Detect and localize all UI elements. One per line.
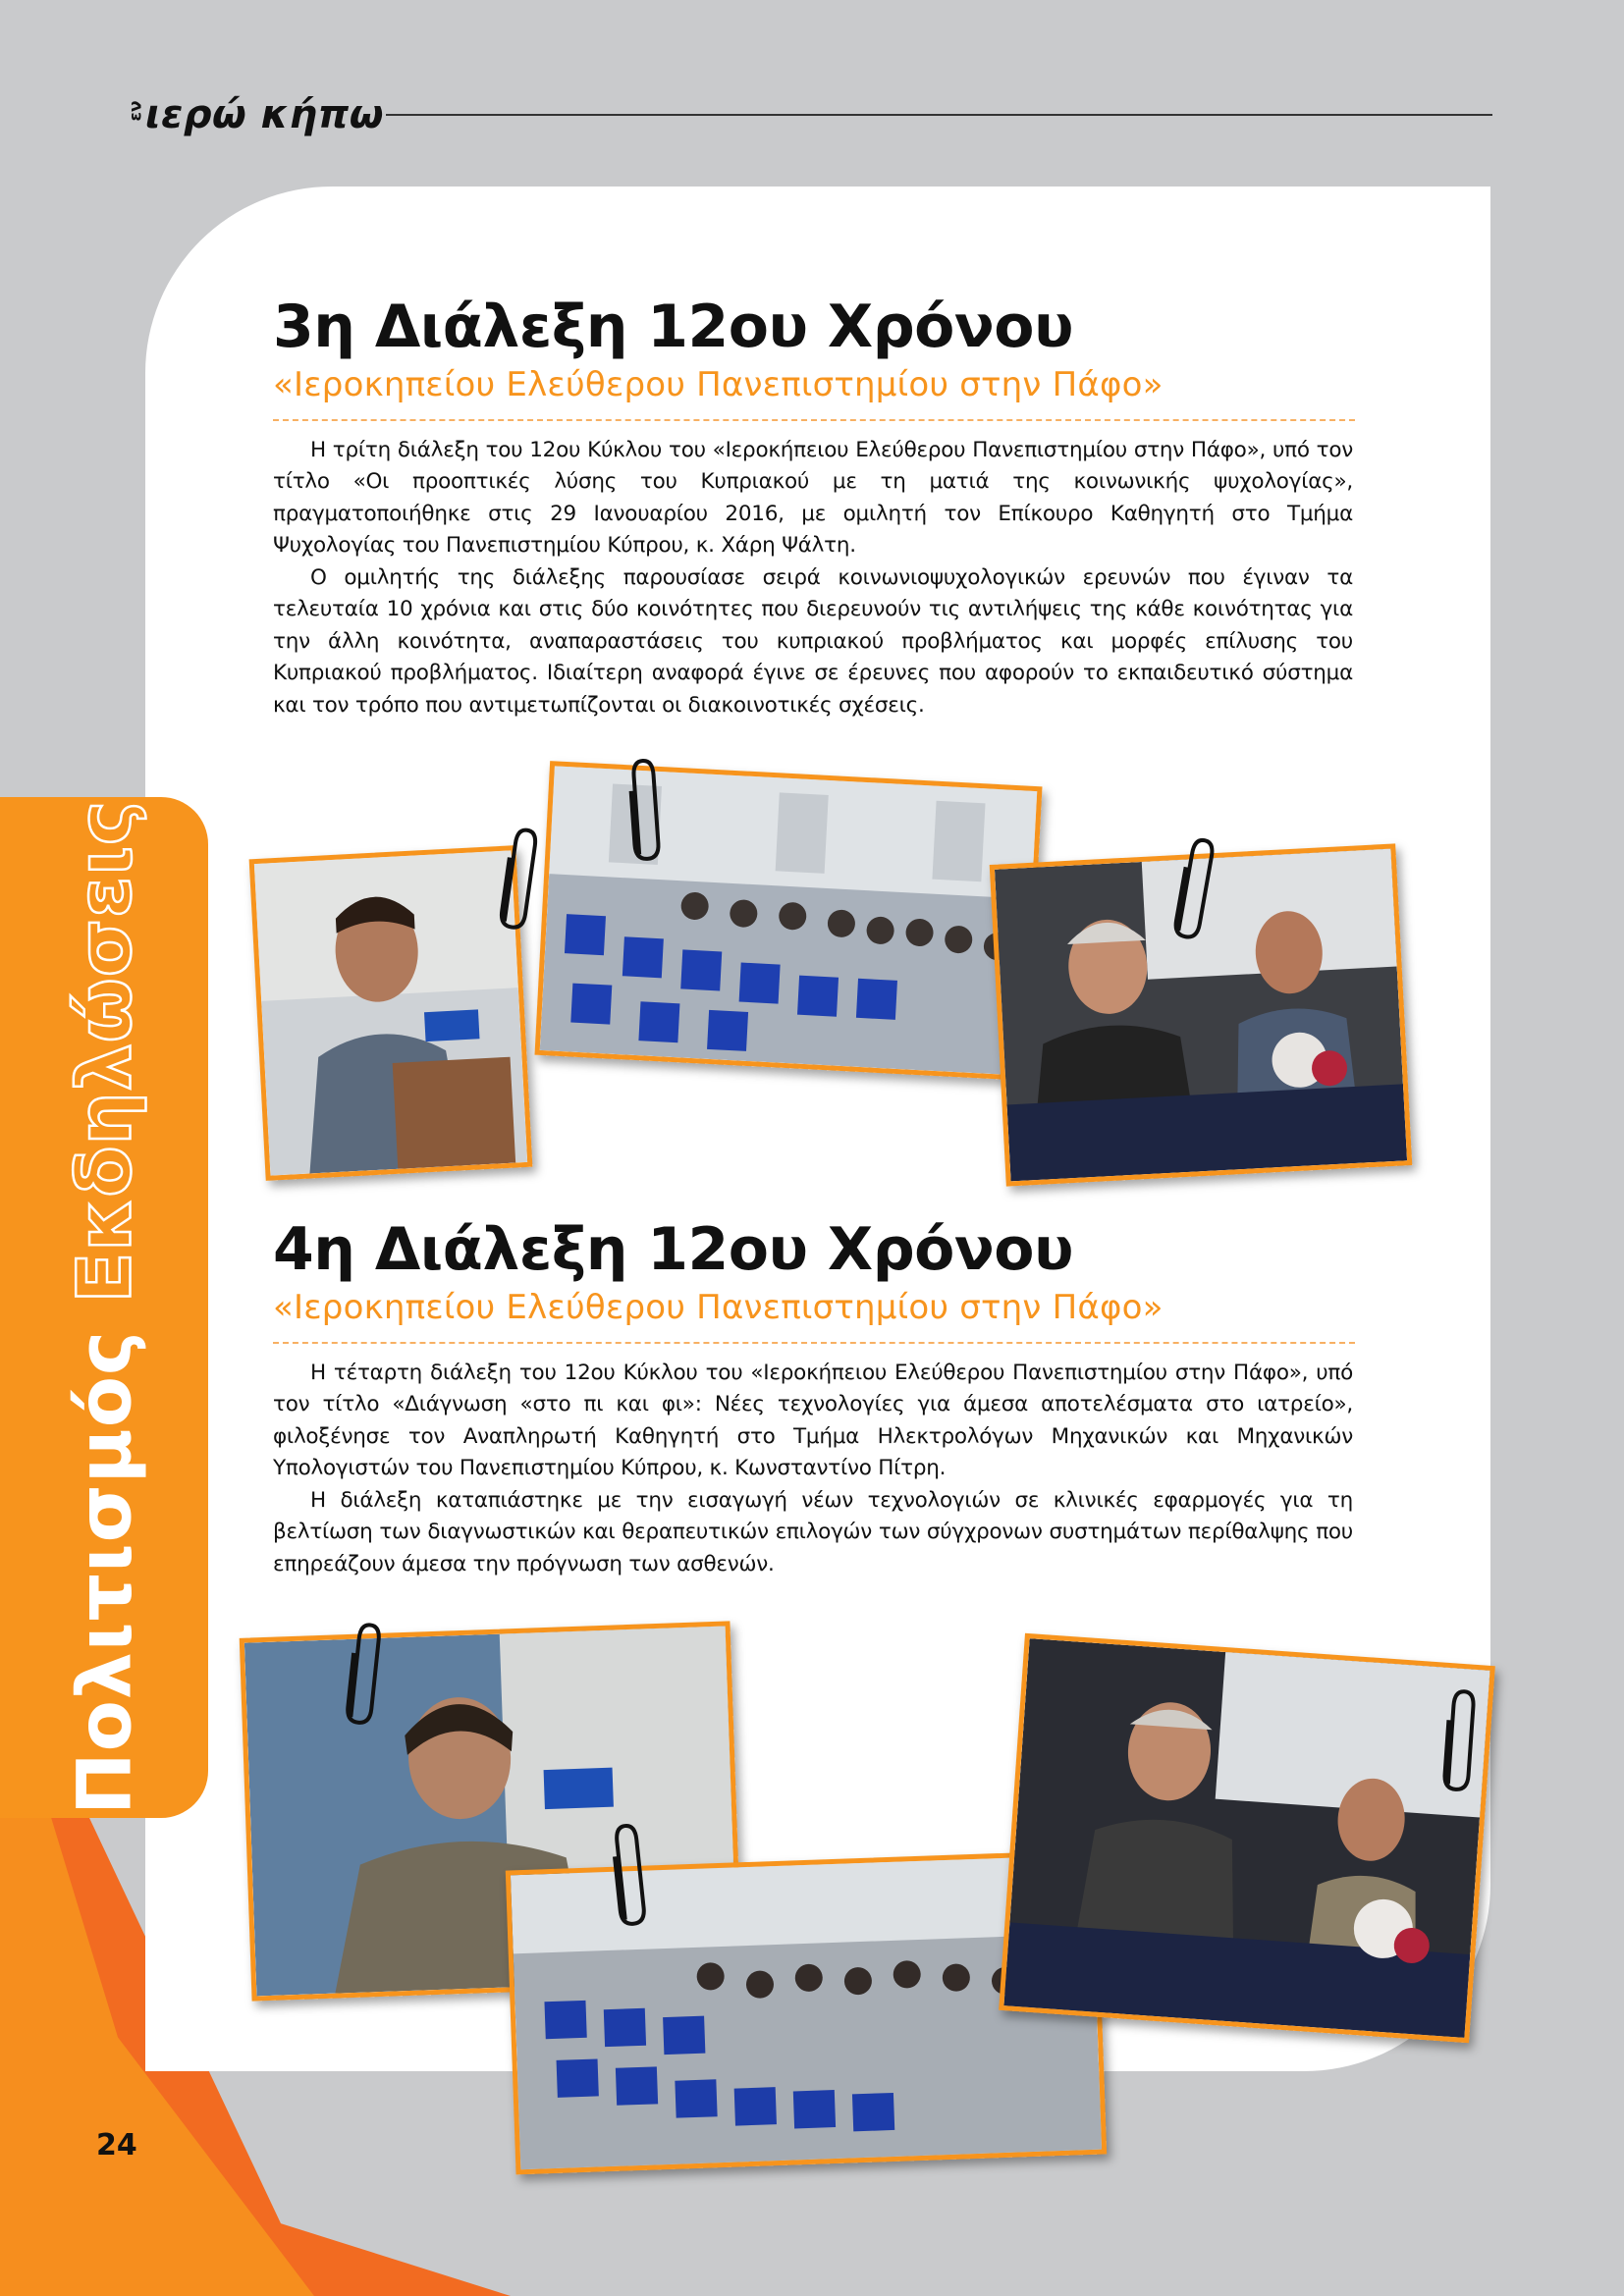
paragraph: Η διάλεξη καταπιάστηκε με την εισαγωγή νέων τεχνολογιών σε κλινικές εφαρμογές για τη βελτίωση των διαγνωστικών και θεραπευτικών επιλογών των σύγχρονων συστημάτων περίθαλψης που επηρεάζουν άμεσα την πρόγνωση των ασθενών. [273, 1487, 1353, 1576]
paragraph: Η τέταρτη διάλεξη του 12ου Κύκλου του «Ιεροκήπειου Ελεύθερου Πανεπιστημίου στην Πάφο», υπό τον τίτλο «Διάγνωση «στο πι και φι»: Νέες τεχνολογίες για άμεσα αποτελέσματα στο ιατρείο», φιλοξένησε τον Αναπληρωτή Καθηγητή στο Τμήμα Ηλεκτρολόγων Μηχανικών και Μηχανικών Υπολογιστών του Πανεπιστημίου Κύπρου, κ. Κωνσταντίνο Πίτρη. [273, 1360, 1353, 1481]
side-tab-word1: Πολιτισμός [60, 1329, 148, 1816]
side-tab-label [61, 800, 148, 1815]
lecture-4-body [273, 1358, 1353, 1581]
paragraph: Η τρίτη διάλεξη του 12ου Κύκλου του «Ιεροκήπειου Ελεύθερου Πανεπιστημίου στην Πάφο», υπό τον τίτλο «Οι προοπτικές λύσης του Κυπριακού με τη ματιά της κοινωνικής ψυχολογίας», πραγματοποιήθηκε στις 29 Ιανουαρίου 2016, με ομιλητή τον Επίκουρο Καθηγητή στο Τμήμα Ψυχολογίας του Πανεπιστημίου Κύπρου, κ. Χάρη Ψάλτη. [273, 437, 1353, 559]
paragraph: Ο ομιλητής της διάλεξης παρουσίασε σειρά κοινωνιοψυχολογικών ερευνών που έγιναν τα τελευταία 10 χρόνια και στις δύο κοινότητες που διερευνούν τις αντιλήψεις της κάθε κοινότητας για την άλλη κοινότητα, αναπαραστάσεις του κυπριακού προβλήματος και μορφές επίλυσης του Κυπριακού προβλήματος. Ιδιαίτερη αναφορά έγινε σε έρευνες που αφορούν το εκπαιδευτικό σύστημα και τον τρόπο που αντιμετωπίζονται οι διακοινοτικές σχέσεις. [273, 564, 1353, 718]
dashed-divider [273, 1342, 1355, 1344]
photo-audience-1 [534, 761, 1042, 1081]
lecture-3-body [273, 435, 1353, 722]
paperclip-icon [621, 755, 668, 866]
page-number: 24 [96, 2128, 137, 2163]
header-prefix: εν [126, 100, 146, 122]
lecture-4-title: 4η Διάλεξη 12ου Χρόνου [273, 1215, 1073, 1284]
side-tab-word2: Εκδηλώσεις [60, 799, 148, 1304]
lecture-3-section [273, 294, 1353, 721]
lecture-3-subtitle: «Ιεροκηπείου Ελεύθερου Πανεπιστημίου στην Πάφο» [273, 365, 1164, 404]
header-rule [386, 114, 1492, 116]
lecture-3-title: 3η Διάλεξη 12ου Χρόνου [273, 293, 1073, 361]
magazine-title: ιερώ κήπω [145, 92, 384, 137]
photo-speaker-podium [249, 845, 533, 1181]
photo-panel-table-2 [999, 1633, 1495, 2044]
lecture-4-subtitle: «Ιεροκηπείου Ελεύθερου Πανεπιστημίου στην Πάφο» [273, 1288, 1164, 1327]
dashed-divider [273, 419, 1355, 421]
paperclip-icon [1435, 1685, 1483, 1796]
page-header [126, 92, 1492, 137]
lecture-4-section [273, 1217, 1353, 1580]
